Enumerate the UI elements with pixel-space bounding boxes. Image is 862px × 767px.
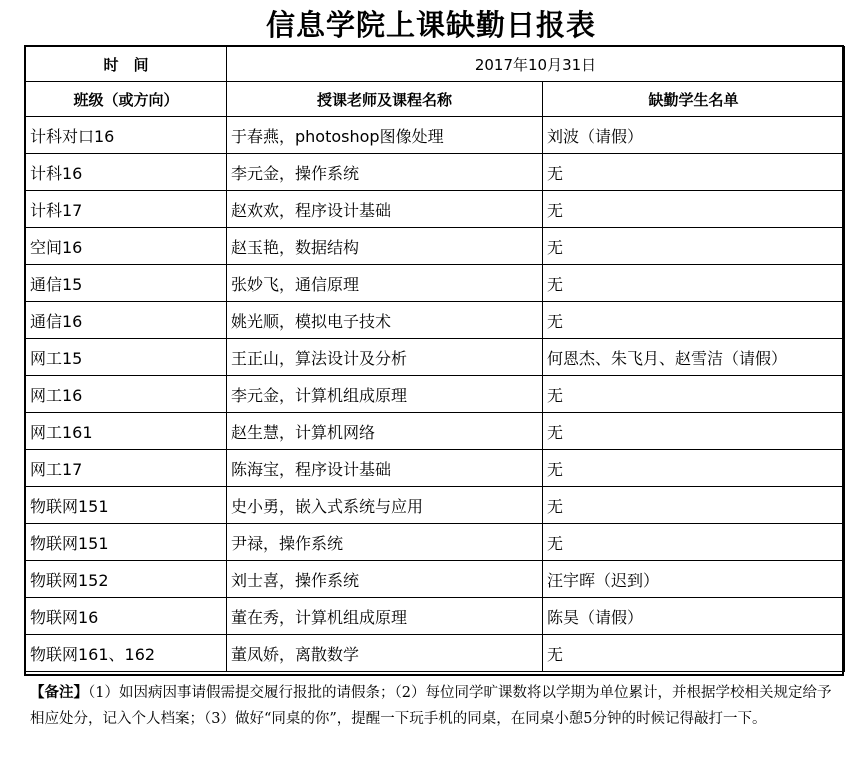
- table-row: [26, 598, 845, 635]
- date-row: [26, 47, 845, 82]
- cell-absent: 无: [543, 302, 845, 339]
- cell-absent: 无: [543, 450, 845, 487]
- cell-teacher-course: 于春燕，photoshop图像处理: [227, 117, 543, 154]
- cell-teacher-course: 李元金，计算机组成原理: [227, 376, 543, 413]
- cell-absent: 刘波（请假）: [543, 117, 845, 154]
- column-header-absent: 缺勤学生名单: [543, 82, 845, 117]
- cell-absent: 无: [543, 487, 845, 524]
- cell-teacher-course: 尹禄，操作系统: [227, 524, 543, 561]
- cell-teacher-course: 张妙飞，通信原理: [227, 265, 543, 302]
- cell-teacher-course: 李元金，操作系统: [227, 154, 543, 191]
- cell-absent: 无: [543, 154, 845, 191]
- remarks-label: 【备注】: [30, 684, 88, 701]
- table-row: [26, 524, 845, 561]
- cell-class: 物联网152: [26, 561, 227, 598]
- table-row: [26, 376, 845, 413]
- table-row: [26, 117, 845, 154]
- table-row: [26, 154, 845, 191]
- cell-absent: 无: [543, 524, 845, 561]
- column-header-teacher-course: 授课老师及课程名称: [227, 82, 543, 117]
- remarks-text: （1）如因病因事请假需提交履行报批的请假条；（2）每位同学旷课数将以学期为单位累计，并根据学校相关规定给予相应处分，记入个人档案；（3）做好“同桌的你”，提醒一下玩手机的同桌，在同桌小憩5分钟的时候记得敲打一下。: [30, 685, 832, 727]
- cell-teacher-course: 赵玉艳，数据结构: [227, 228, 543, 265]
- cell-class: 计科17: [26, 191, 227, 228]
- cell-class: 计科对口16: [26, 117, 227, 154]
- cell-absent: 无: [543, 265, 845, 302]
- cell-class: 网工16: [26, 376, 227, 413]
- table-row: [26, 413, 845, 450]
- cell-absent: 无: [543, 635, 845, 672]
- cell-teacher-course: 刘士喜，操作系统: [227, 561, 543, 598]
- table-row: [26, 635, 845, 672]
- cell-class: 计科16: [26, 154, 227, 191]
- cell-class: 网工17: [26, 450, 227, 487]
- table-row: [26, 561, 845, 598]
- cell-teacher-course: 赵生慧，计算机网络: [227, 413, 543, 450]
- cell-teacher-course: 陈海宝，程序设计基础: [227, 450, 543, 487]
- table-row: [26, 302, 845, 339]
- cell-class: 物联网16: [26, 598, 227, 635]
- cell-class: 物联网161、162: [26, 635, 227, 672]
- cell-class: 通信16: [26, 302, 227, 339]
- cell-class: 空间16: [26, 228, 227, 265]
- date-label: 时 间: [26, 47, 227, 82]
- remarks: [30, 680, 842, 732]
- cell-teacher-course: 董在秀，计算机组成原理: [227, 598, 543, 635]
- cell-class: 物联网151: [26, 524, 227, 561]
- header-row: [26, 82, 845, 117]
- cell-absent: 陈昊（请假）: [543, 598, 845, 635]
- table-row: [26, 487, 845, 524]
- cell-teacher-course: 王正山，算法设计及分析: [227, 339, 543, 376]
- table-row: [26, 450, 845, 487]
- cell-teacher-course: 史小勇，嵌入式系统与应用: [227, 487, 543, 524]
- cell-absent: 无: [543, 413, 845, 450]
- cell-teacher-course: 姚光顺，模拟电子技术: [227, 302, 543, 339]
- cell-absent: 无: [543, 228, 845, 265]
- cell-absent: 汪宇晖（迟到）: [543, 561, 845, 598]
- cell-class: 网工15: [26, 339, 227, 376]
- cell-class: 物联网151: [26, 487, 227, 524]
- table-row: [26, 265, 845, 302]
- attendance-table: [25, 46, 845, 672]
- table-row: [26, 228, 845, 265]
- cell-absent: 无: [543, 376, 845, 413]
- column-header-class: 班级（或方向）: [26, 82, 227, 117]
- cell-class: 网工161: [26, 413, 227, 450]
- report-title: 信息学院上课缺勤日报表: [265, 8, 596, 42]
- table-row: [26, 191, 845, 228]
- cell-teacher-course: 董凤娇，离散数学: [227, 635, 543, 672]
- cell-teacher-course: 赵欢欢，程序设计基础: [227, 191, 543, 228]
- cell-absent: 无: [543, 191, 845, 228]
- cell-absent: 何恩杰、朱飞月、赵雪洁（请假）: [543, 339, 845, 376]
- cell-class: 通信15: [26, 265, 227, 302]
- report-date: 2017年10月31日: [227, 47, 845, 82]
- table-row: [26, 339, 845, 376]
